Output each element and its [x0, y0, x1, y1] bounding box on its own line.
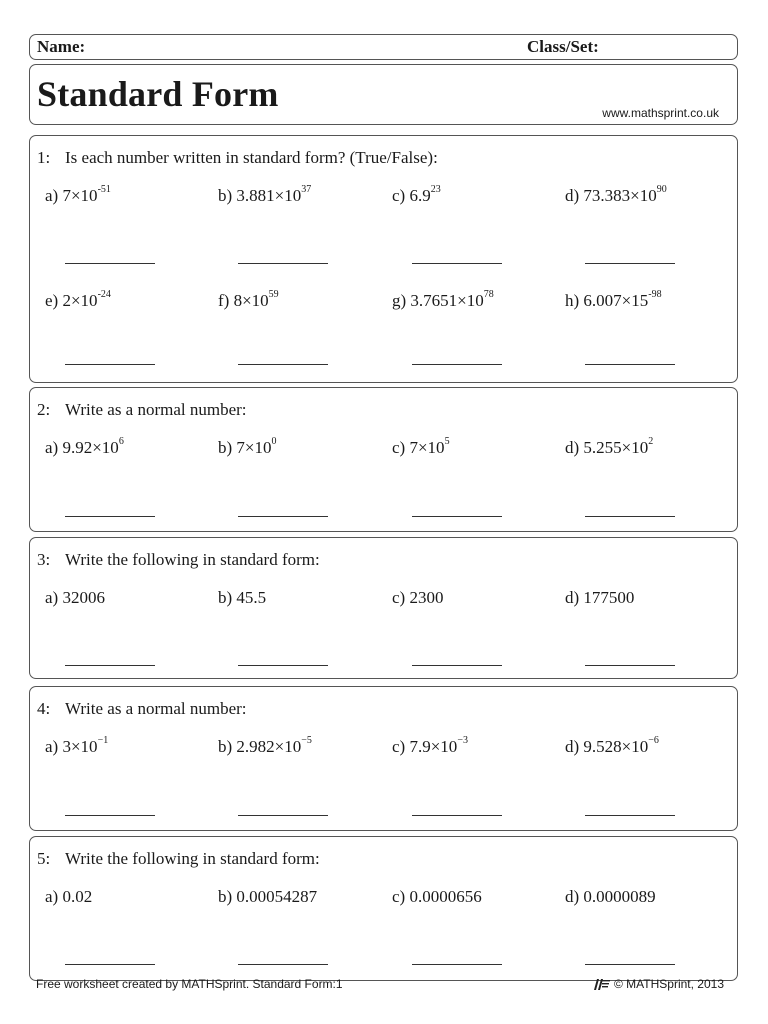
item-label: c): [392, 887, 406, 906]
item-label: d): [565, 737, 580, 756]
item-exponent: 0: [271, 436, 277, 448]
item-label: d): [565, 588, 580, 607]
item-label: a): [45, 186, 59, 205]
question-3-box: [29, 537, 738, 679]
answer-blank[interactable]: [412, 665, 502, 666]
item-label: g): [392, 291, 407, 310]
answer-blank[interactable]: [65, 263, 155, 264]
question-prompt: [37, 550, 320, 570]
question-item: [565, 291, 662, 311]
answer-blank[interactable]: [65, 364, 155, 365]
question-item: [392, 588, 443, 608]
question-item: [45, 737, 108, 757]
class-set-label: Class/Set:: [527, 37, 599, 56]
question-item: [392, 186, 441, 206]
question-item: [218, 887, 317, 907]
item-exponent: −6: [648, 735, 659, 747]
item-exponent: 5: [444, 436, 450, 448]
question-item: [45, 887, 92, 907]
item-value: 7×10: [409, 438, 445, 457]
item-exponent: 37: [301, 184, 312, 196]
copyright-text: © MATHSprint, 2013: [614, 977, 724, 991]
item-label: d): [565, 186, 580, 205]
item-exponent: -98: [648, 289, 662, 301]
answer-blank[interactable]: [238, 665, 328, 666]
answer-blank[interactable]: [65, 516, 155, 517]
answer-blank[interactable]: [585, 665, 675, 666]
item-label: a): [45, 887, 59, 906]
item-label: c): [392, 186, 406, 205]
item-value: 2.982×10: [236, 737, 302, 756]
answer-blank[interactable]: [412, 364, 502, 365]
question-text: Write the following in standard form:: [65, 849, 320, 868]
footer-credit: Free worksheet created by MATHSprint. Standard Form:1: [36, 977, 343, 991]
item-label: c): [392, 588, 406, 607]
question-item: [45, 588, 105, 608]
item-exponent: −1: [97, 735, 109, 747]
item-label: b): [218, 588, 233, 607]
answer-blank[interactable]: [412, 263, 502, 264]
item-label: c): [392, 737, 406, 756]
answer-blank[interactable]: [585, 364, 675, 365]
question-text: Write the following in standard form:: [65, 550, 320, 569]
question-number: 2:: [37, 400, 51, 419]
item-label: a): [45, 438, 59, 457]
answer-blank[interactable]: [412, 964, 502, 965]
answer-blank[interactable]: [238, 516, 328, 517]
question-5-box: [29, 836, 738, 981]
question-prompt: [37, 699, 247, 719]
item-label: f): [218, 291, 230, 310]
answer-blank[interactable]: [585, 263, 675, 264]
question-prompt: [37, 400, 247, 420]
item-exponent: 6: [118, 436, 124, 448]
item-exponent: 59: [268, 289, 279, 301]
item-label: b): [218, 186, 233, 205]
question-item: [565, 737, 659, 757]
item-label: d): [565, 438, 580, 457]
question-item: [218, 737, 312, 757]
question-item: [565, 588, 634, 608]
item-value: 5.255×10: [583, 438, 649, 457]
question-item: [565, 887, 656, 907]
name-label: Name:: [37, 37, 86, 56]
item-value: 0.02: [62, 887, 93, 906]
answer-blank[interactable]: [65, 964, 155, 965]
item-value: 2300: [409, 588, 444, 607]
question-item: [392, 887, 482, 907]
answer-blank[interactable]: [412, 516, 502, 517]
question-4-box: [29, 686, 738, 831]
item-value: 8×10: [233, 291, 269, 310]
item-value: 73.383×10: [583, 186, 657, 205]
item-exponent: −3: [457, 735, 468, 747]
item-exponent: 2: [648, 436, 654, 448]
question-item: [218, 186, 311, 206]
question-item: [565, 186, 667, 206]
item-value: 7×10: [62, 186, 98, 205]
answer-blank[interactable]: [585, 964, 675, 965]
question-number: 1:: [37, 148, 51, 167]
item-value: 7.9×10: [409, 737, 458, 756]
item-value: 9.92×10: [62, 438, 119, 457]
question-item: [218, 291, 279, 311]
name-class-bar: [29, 34, 738, 60]
item-exponent: 90: [656, 184, 667, 196]
answer-blank[interactable]: [238, 263, 328, 264]
question-text: Write as a normal number:: [65, 400, 247, 419]
item-label: b): [218, 438, 233, 457]
item-value: 9.528×10: [583, 737, 649, 756]
question-prompt: [37, 849, 320, 869]
item-value: 0.0000656: [409, 887, 482, 906]
answer-blank[interactable]: [585, 516, 675, 517]
question-number: 3:: [37, 550, 51, 569]
item-exponent: -24: [97, 289, 111, 301]
item-label: a): [45, 588, 59, 607]
item-exponent: 78: [483, 289, 494, 301]
answer-blank[interactable]: [585, 815, 675, 816]
item-label: h): [565, 291, 580, 310]
footer-copyright: [592, 977, 724, 991]
item-value: 6.007×15: [583, 291, 649, 310]
question-2-box: [29, 387, 738, 532]
title-box: [29, 64, 738, 125]
item-label: b): [218, 737, 233, 756]
question-item: [392, 291, 494, 311]
website-url: www.mathsprint.co.uk: [602, 106, 719, 120]
question-item: [565, 438, 653, 458]
question-text: Is each number written in standard form? (True/False):: [65, 148, 438, 167]
item-label: c): [392, 438, 406, 457]
item-value: 0.0000089: [583, 887, 656, 906]
question-1-box: [29, 135, 738, 383]
question-prompt: [37, 148, 438, 168]
question-number: 5:: [37, 849, 51, 868]
item-value: 7×10: [236, 438, 272, 457]
question-item: [392, 438, 450, 458]
item-value: 2×10: [62, 291, 98, 310]
question-item: [45, 186, 111, 206]
item-value: 3.881×10: [236, 186, 302, 205]
item-label: b): [218, 887, 233, 906]
answer-blank[interactable]: [65, 665, 155, 666]
item-exponent: -51: [97, 184, 111, 196]
item-value: 177500: [583, 588, 635, 607]
item-value: 0.00054287: [236, 887, 318, 906]
item-value: 3.7651×10: [410, 291, 484, 310]
question-item: [45, 438, 124, 458]
question-number: 4:: [37, 699, 51, 718]
item-value: 32006: [62, 588, 105, 607]
item-label: e): [45, 291, 59, 310]
question-item: [218, 588, 266, 608]
question-item: [218, 438, 277, 458]
answer-blank[interactable]: [238, 364, 328, 365]
item-value: 6.9: [409, 186, 431, 205]
answer-blank[interactable]: [65, 815, 155, 816]
answer-blank[interactable]: [238, 964, 328, 965]
item-value: 45.5: [236, 588, 267, 607]
item-value: 3×10: [62, 737, 98, 756]
question-item: [45, 291, 111, 311]
question-item: [392, 737, 468, 757]
question-text: Write as a normal number:: [65, 699, 247, 718]
worksheet-title: Standard Form: [37, 74, 279, 114]
item-label: d): [565, 887, 580, 906]
mathsprint-logo-icon: [592, 977, 610, 991]
answer-blank[interactable]: [238, 815, 328, 816]
item-label: a): [45, 737, 59, 756]
item-exponent: 23: [430, 184, 441, 196]
item-exponent: −5: [301, 735, 312, 747]
answer-blank[interactable]: [412, 815, 502, 816]
